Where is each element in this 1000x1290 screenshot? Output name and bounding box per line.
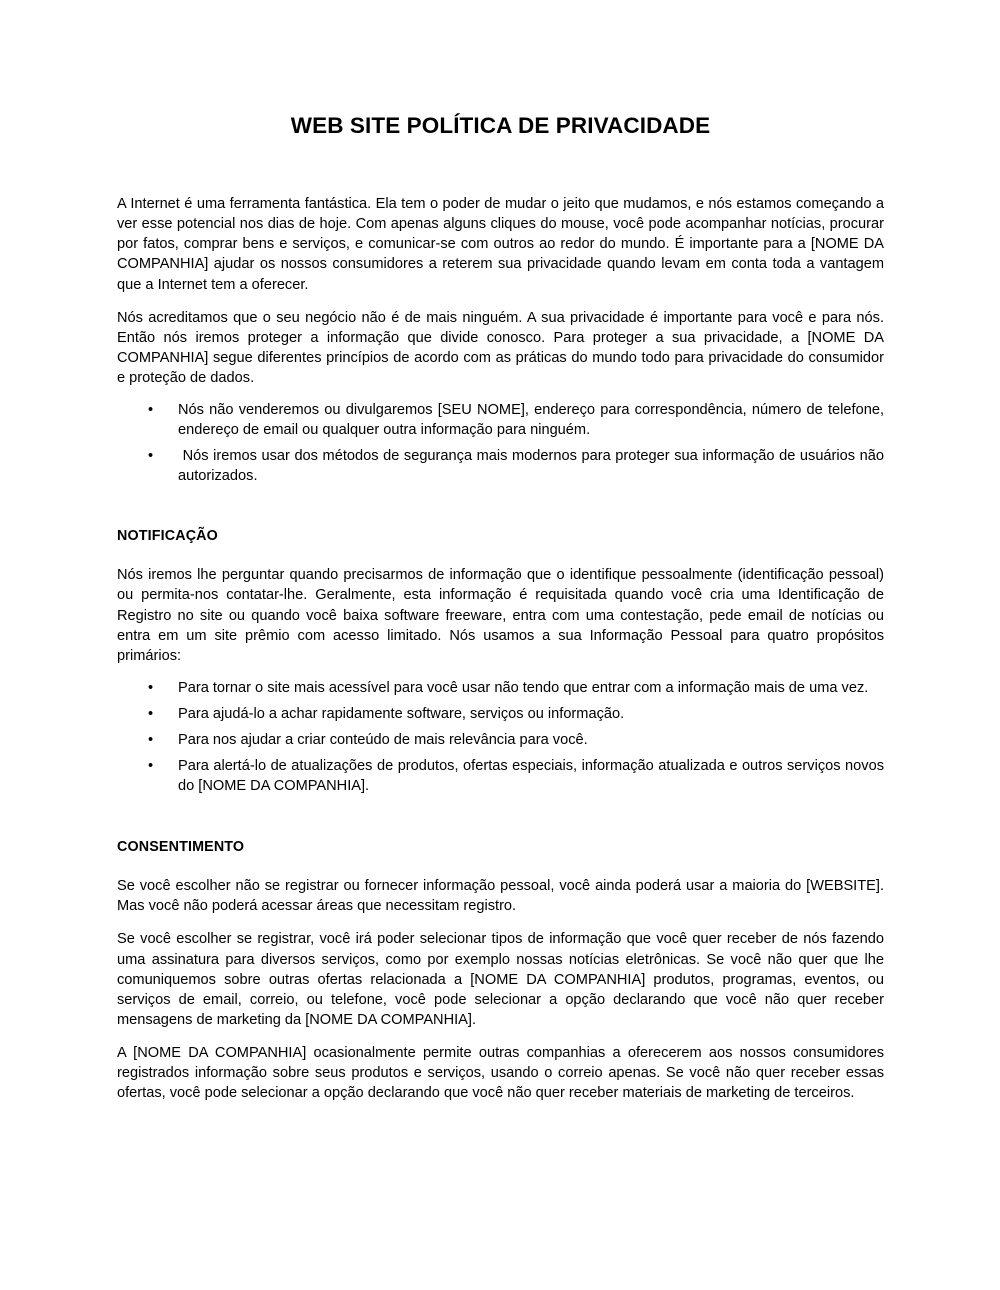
page-title: WEB SITE POLÍTICA DE PRIVACIDADE (290, 113, 711, 138)
document-content (117, 0, 889, 1103)
list-item (117, 400, 889, 440)
list-item-text: Para alertá-lo de atualizações de produtos, ofertas especiais, informação atualizada e outros serviços novos do [NOME DA COMPANHIA]. (178, 758, 889, 795)
list-item-text: Nós iremos usar dos métodos de segurança mais modernos para proteger sua informação de usuários não autorizados. (178, 448, 889, 485)
section-1-bullet-list (117, 678, 889, 796)
list-item-text: Para nos ajudar a criar conteúdo de mais relevância para você. (178, 732, 588, 748)
bullet-icon: • (148, 758, 154, 775)
bullet-icon: • (148, 448, 154, 465)
spacer-paragraph (117, 295, 884, 308)
spacer-before-section-2 (117, 796, 884, 837)
section-heading-notificacao: NOTIFICAÇÃO (117, 528, 218, 545)
list-item-text: Para tornar o site mais acessível para você usar não tendo que entrar com a informação mais de uma vez. (178, 679, 869, 696)
spacer-paragraph (117, 916, 884, 929)
spacer-before-intro-list (117, 388, 884, 400)
spacer-before-section-1 (117, 486, 884, 526)
spacer-before-section-1-list (117, 666, 884, 678)
bullet-icon: • (148, 401, 154, 418)
list-item (117, 704, 884, 724)
spacer-after-heading-1 (117, 546, 884, 565)
spacer-after-title (117, 140, 884, 194)
list-item (117, 446, 889, 486)
section-2-paragraph-3: A [NOME DA COMPANHIA] ocasionalmente permite outras companhias a oferecerem aos nossos consumidores registrados informação sobre seus produtos e serviços, usando o correio apenas. Se você não quer receber essas ofertas, você pode selecionar a opção declarando que você não quer receber materiais de marketing de terceiros. (117, 1044, 884, 1102)
intro-paragraph-2: Nós acreditamos que o seu negócio não é de mais ninguém. A sua privacidade é importante para você e para nós. Então nós iremos proteger a informação que divide conosco. Para proteger a sua privacidade, a [NOME DA COMPANHIA] segue diferentes princípios de acordo com as práticas do mundo todo para privacidade do consumidor e proteção de dados. (117, 309, 884, 386)
list-item (117, 730, 884, 750)
section-2-paragraph-1: Se você escolher não se registrar ou fornecer informação pessoal, você ainda poderá usar a maioria do [WEBSITE]. Mas você não poderá acessar áreas que necessitam registro. (117, 878, 884, 915)
intro-bullet-list (117, 400, 889, 486)
bullet-icon: • (148, 679, 154, 696)
section-1-paragraph-1: Nós iremos lhe perguntar quando precisarmos de informação que o identifique pessoalmente (identificação pessoal) ou permita-nos contatar-lhe. Geralmente, esta informação é requisitada quando você cria uma Identificação de Registro no site ou quando você baixa software freeware, entra com uma contestação, pede email de notícias ou entra em um site prêmio com acesso limitado. Nós usamos a sua Informação Pessoal para quatro propósitos primários: (117, 567, 884, 664)
bullet-icon: • (148, 705, 154, 722)
section-heading-consentimento: CONSENTIMENTO (117, 839, 245, 856)
spacer-paragraph (117, 1030, 884, 1043)
bullet-icon: • (148, 732, 154, 748)
list-item-text: Para ajudá-lo a achar rapidamente software, serviços ou informação. (178, 705, 625, 722)
list-item-text: Nós não venderemos ou divulgaremos [SEU NOME], endereço para correspondência, número de telefone, endereço de email ou qualquer outra informação para ninguém. (178, 401, 889, 439)
spacer-after-heading-2 (117, 857, 884, 876)
list-item (117, 678, 884, 698)
section-2-paragraph-2: Se você escolher se registrar, você irá poder selecionar tipos de informação que você quer receber de nós fazendo uma assinatura para diversos serviços, como por exemplo nossas notícias eletrônicas. Se você não quer que lhe comuniquemos sobre outras ofertas relacionada a [NOME DA COMPANHIA] produtos, programas, eventos, ou serviços de email, correio, ou telefone, você pode selecionar a opção declarando que você não quer receber mensagens de marketing da [NOME DA COMPANHIA]. (117, 931, 884, 1028)
intro-paragraph-1: A Internet é uma ferramenta fantástica. Ela tem o poder de mudar o jeito que mudamos, e nós estamos começando a ver esse potencial nos dias de hoje. Com apenas alguns cliques do mouse, você pode acompanhar notícias, procurar por fatos, comprar bens e serviços, e comunicar-se com outros ao redor do mundo. É importante para a [NOME DA COMPANHIA] ajudar os nossos consumidores a reterem sua privacidade quando levam em conta toda a vantagem que a Internet tem a oferecer. (117, 196, 884, 293)
list-item (117, 756, 889, 796)
